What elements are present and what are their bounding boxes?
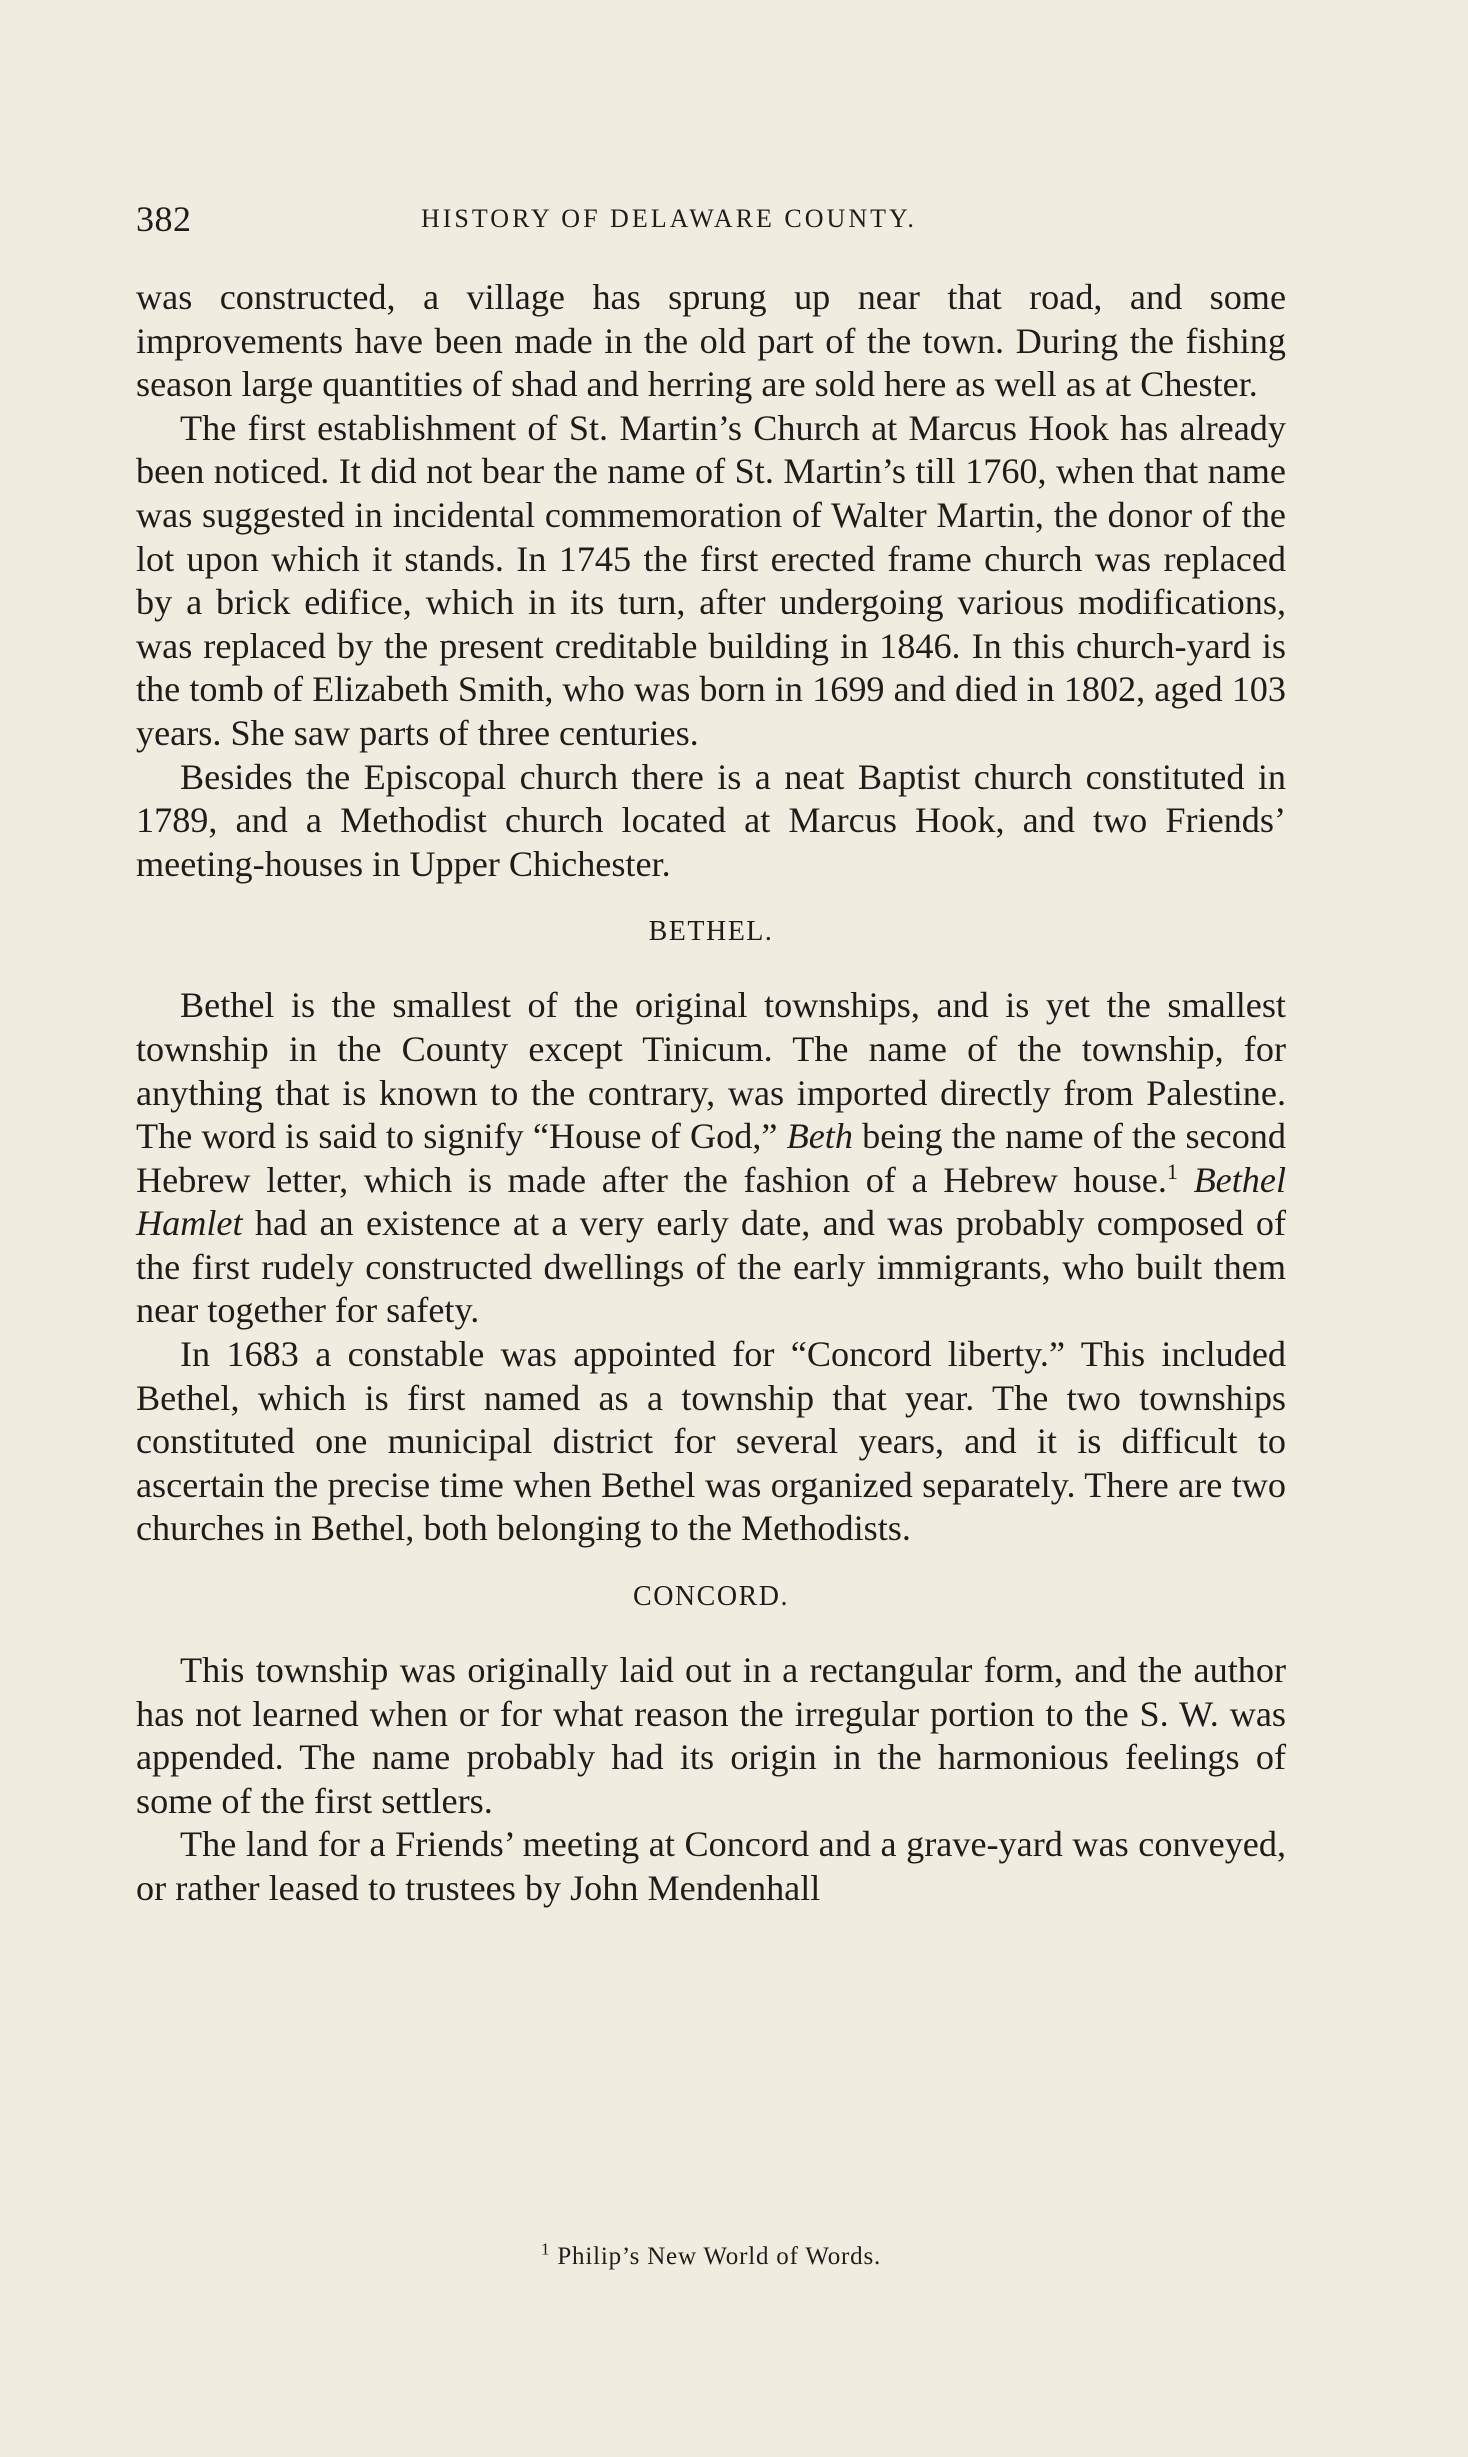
paragraph: The land for a Friends’ meeting at Concord and a grave-yard was conveyed, or rather leased to trustees by John Mendenhall [136,1824,1286,1908]
paragraph: Besides the Episcopal church there is a neat Baptist church constituted in 1789, and a Methodist church located at Marcus Hook, and two Friends’ meeting-houses in Upper Chichester. [136,756,1286,884]
paragraph: The first establishment of St. Martin’s Church at Marcus Hook has already been noticed. It did not bear the name of St. Martin’s till 1760, when that name was suggested in incidental commemoration of Walter Martin, the donor of the lot upon which it stands. In 1745 the first erected frame church was replaced by a brick edifice, which in its turn, after undergoing various modifications, was replaced by the present creditable building in 1846. In this church-yard is the tomb of Elizabeth Smith, who was born in 1699 and died in 1802, aged 103 years. She saw parts of three centuries. [136,407,1286,753]
page-header [136,198,1286,242]
text-run: Bethel is the smallest of the original townships, and is yet the smallest township in the County except Tinicum. The name of the township, for anything that is known to the contrary, was imported directly from Palestine. The word is said to signify “House of God,” [136,985,1286,1157]
running-title: HISTORY OF DELAWARE COUNTY. [421,204,917,233]
body-text [136,276,1286,1911]
paragraph: This township was originally laid out in a rectangular form, and the author has not learned when or for what reason the irregular portion to the S. W. was appended. The name probably had its origin in the harmonious feelings of some of the first settlers. [136,1650,1286,1821]
page-number: 382 [136,199,192,239]
paragraph: In 1683 a constable was appointed for “Concord liberty.” This included Bethel, which is first named as a township that year. The two townships constituted one municipal district for several years, and it is difficult to ascertain the precise time when Bethel was organized separately. There are two churches in Bethel, both belonging to the Methodists. [136,1334,1286,1549]
section-heading-bethel: BETHEL. [648,916,774,948]
paragraph: was constructed, a village has sprung up near that road, and some improvements have been made in the old part of the town. During the fishing season large quantities of shad and herring are sold here as well as at Chester. [136,277,1286,405]
section-heading-concord: CONCORD. [633,1581,789,1613]
footnote-reference: 1 [1166,1158,1178,1184]
paragraph [136,984,1286,1333]
text-run: being the name of the second Hebrew letter, which is made after the fashion of a Hebrew house. [136,1116,1286,1200]
text-run: had an existence at a very early date, and was probably composed of the first rudely constructed dwellings of the early immigrants, who built them near together for safety. [136,1203,1287,1331]
footnote-text: Philip’s New World of Words. [557,2243,882,2270]
footnote [136,2239,1286,2271]
footnote-marker: 1 [540,2239,551,2259]
italic-term: Bethel Hamlet [136,1159,1287,1244]
italic-term: Beth [786,1116,853,1157]
